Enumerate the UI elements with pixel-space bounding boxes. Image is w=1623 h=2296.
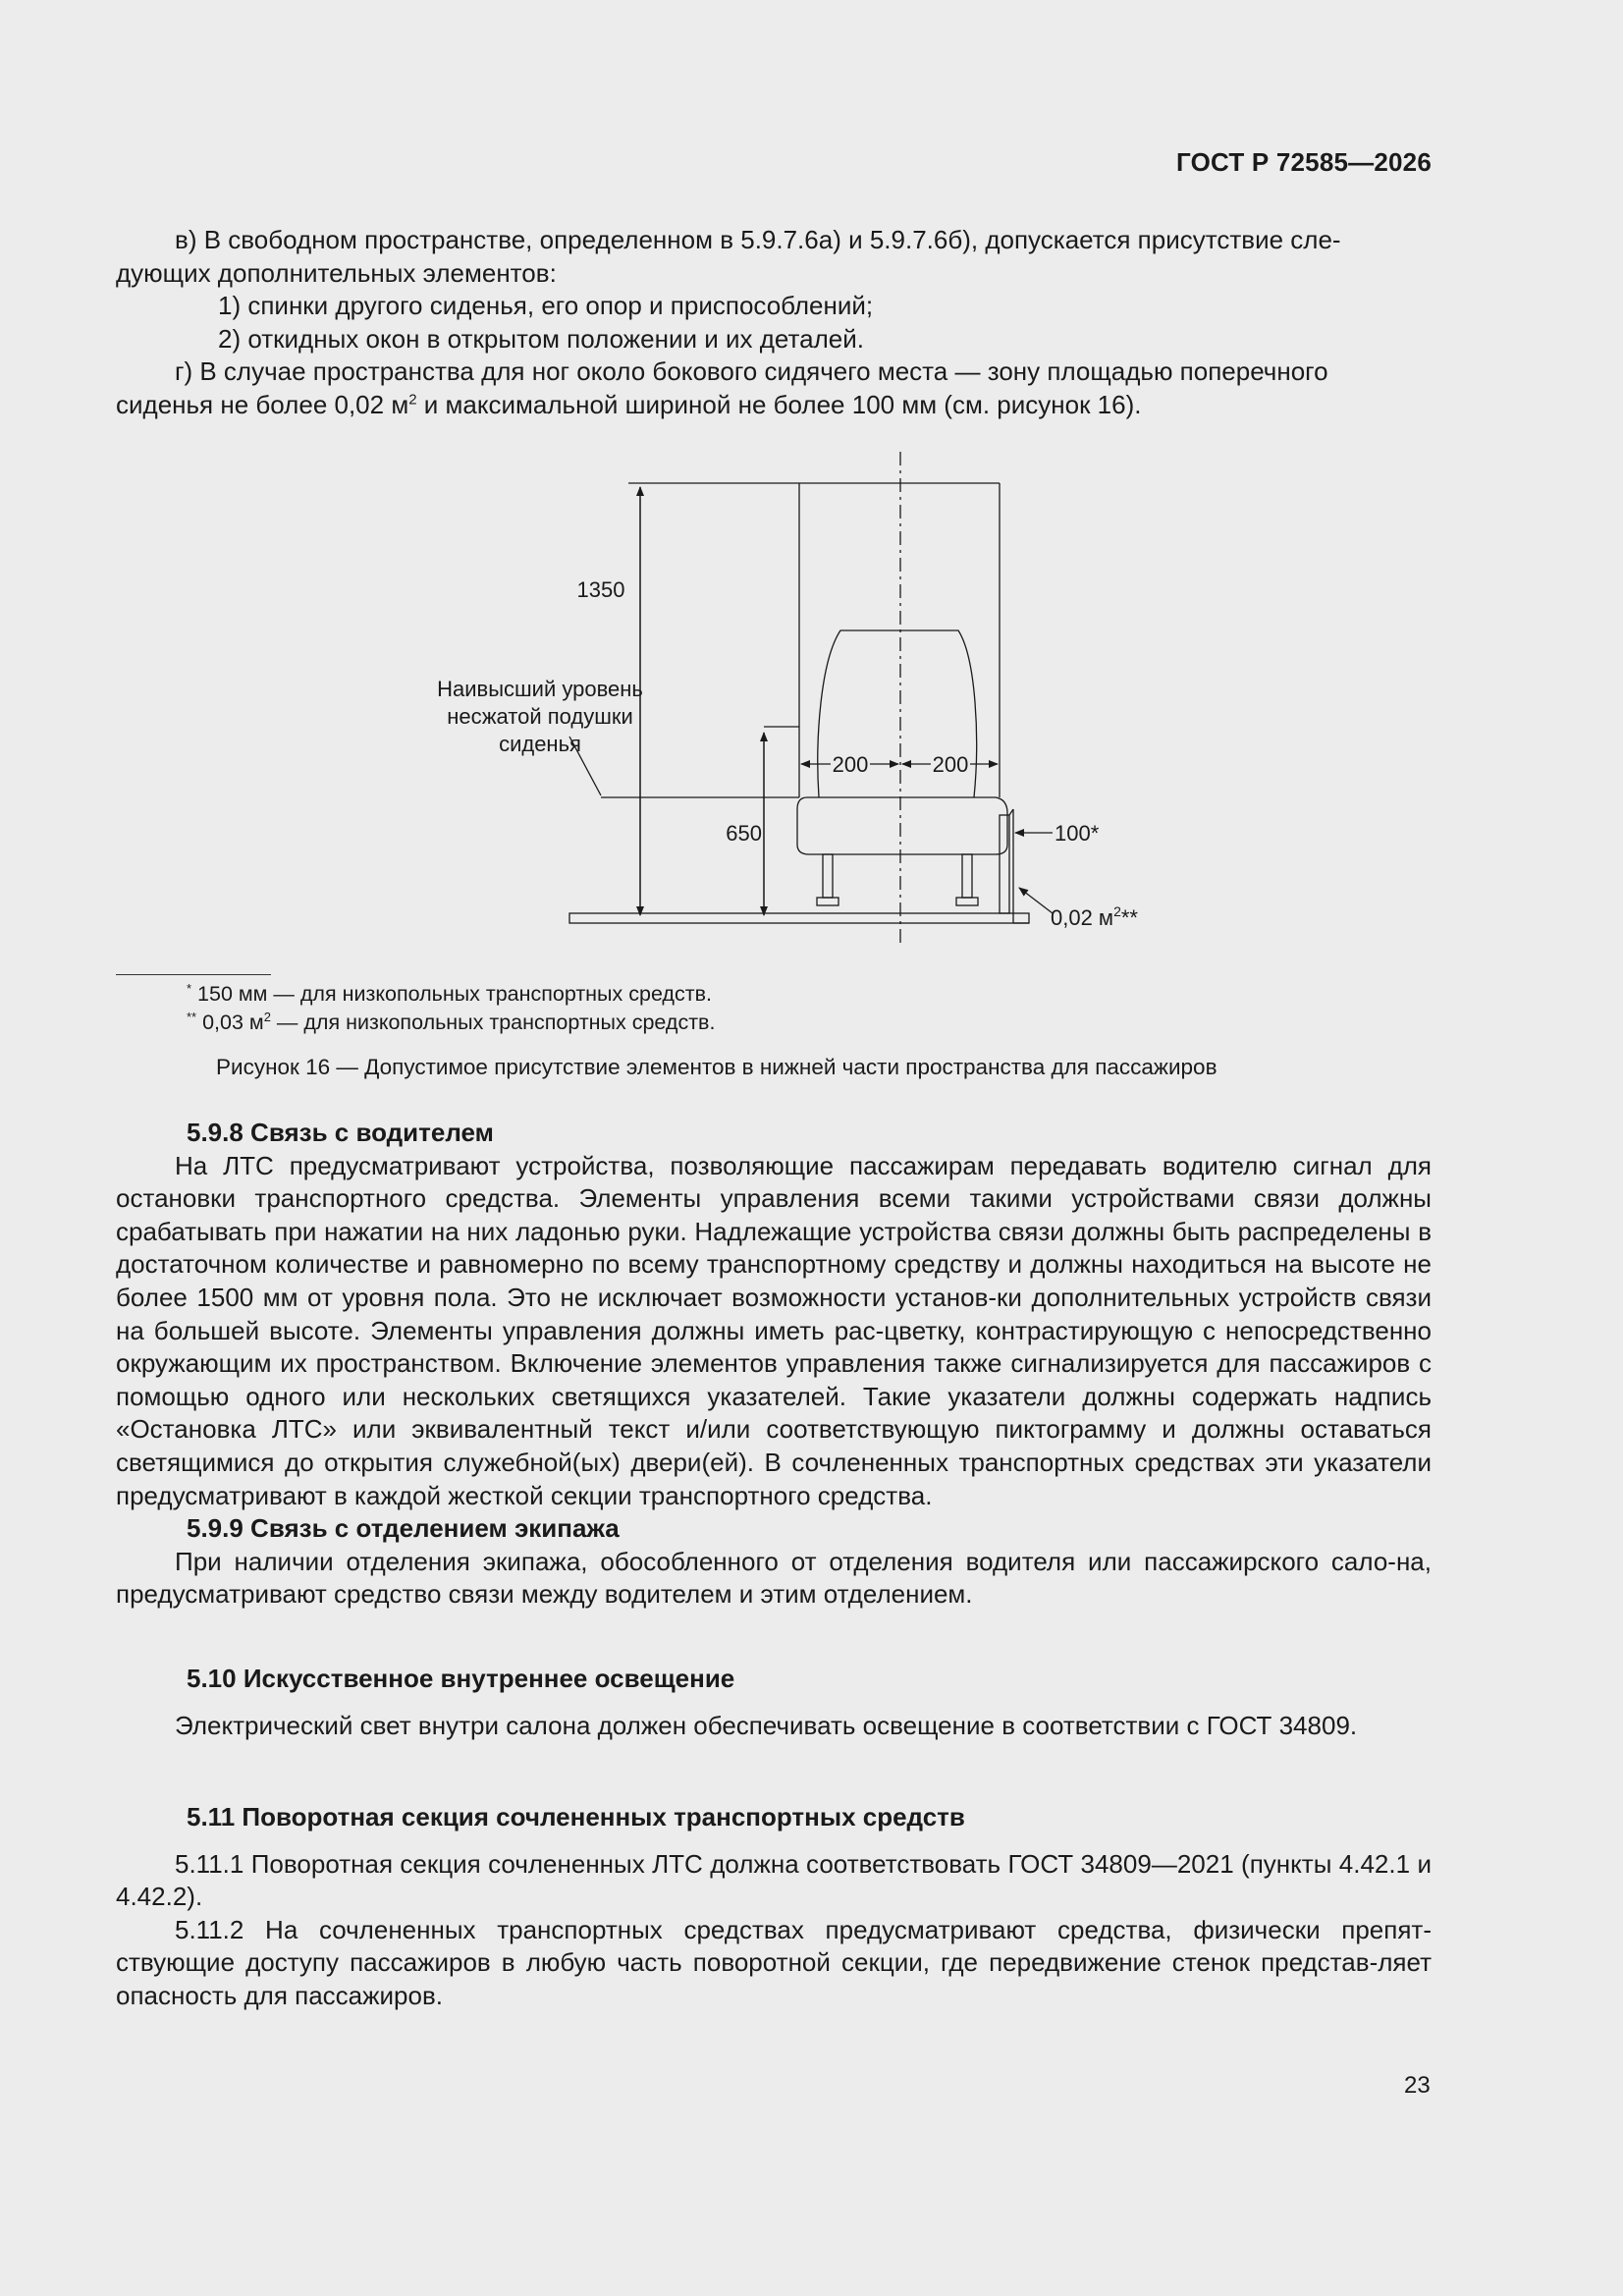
section-5-10-text: Электрический свет внутри салона должен обеспечивать освещение в соответствии с ГОСТ 34809. xyxy=(175,1710,1358,1740)
item-v: в) В свободном пространстве, определенном в 5.9.7.6а) и 5.9.7.6б), допускается присутствие сле- xyxy=(175,225,1341,254)
area-label: 0,02 $м^2**$ xyxy=(1051,903,1138,930)
dim-650-label: 650 xyxy=(726,821,762,846)
section-5-9-8-title: 5.9.8 Связь с водителем xyxy=(187,1118,494,1147)
dim-1350-label: 1350 xyxy=(576,577,625,602)
cushion-label-line1: Наивысший уровень xyxy=(437,677,643,701)
seat-leg-left xyxy=(823,854,833,898)
item-g-cont: сиденья не более 0,02 $м^2$ и максимальной шириной не более 100 мм (см. рисунок 16). xyxy=(116,389,1142,419)
section-5-11-title: 5.11 Поворотная секция сочлененных транспортных средств xyxy=(187,1802,965,1831)
seat-cushion xyxy=(797,797,1007,854)
footnote-1: * 150 мм — для низкопольных транспортных средств. xyxy=(187,980,712,1006)
section-5-11-2-text: 5.11.2 На сочлененных транспортных средствах предусматривают средства, физически препят-ствующие доступу пассажиров в любую часть поворотной секции, где передвижение стенок представ-ляет опасность для пассажиров. xyxy=(116,1914,1432,2010)
item-g: г) В случае пространства для ног около бокового сидячего места — зону площадью поперечного xyxy=(175,356,1328,387)
page-number: 23 xyxy=(1404,2072,1431,2099)
sub-item-1: 1) спинки другого сиденья, его опор и приспособлений; xyxy=(218,291,874,321)
section-5-9-9-title: 5.9.9 Связь с отделением экипажа xyxy=(187,1513,620,1544)
section-5-9-8-text: На ЛТС предусматривают устройства, позволяющие пассажирам передавать водителю сигнал для остановки транспортного средства. Элементы управления всеми такими устройствами связи должны срабатывать при нажатии на них ладонью руки. Надлежащие устройства связи должны быть распределены в достаточном количестве и равномерно по всему транспортному средству и должны находиться на высоте не более 1500 мм от уровня пола. Это не исключает возможности установ-ки дополнительных устройств связи на большей высоте. Элементы управления должны иметь рас-цветку, контрастирующую с непосредственно окружающим их пространством. Включение элементов управления также сигнализируется для пассажиров с помощью одного или нескольких светящихся указателей. Такие указатели должны содержать надпись «Остановка ЛТС» или эквивалентный текст и/или соответствующую пиктограмму и должны оставаться светящимися до открытия служебной(ых) двери(ей). В сочлененных транспортных средствах эти указатели предусматривают в каждой жесткой секции транспортного средства. xyxy=(116,1150,1432,1510)
cushion-label-line2: несжатой подушки xyxy=(447,704,633,729)
section-5-10 xyxy=(116,1663,1432,1742)
figure-caption: Рисунок 16 — Допустимое присутствие элементов в нижней части пространства для пассажиров xyxy=(216,1055,1217,1079)
section-5-9-8 xyxy=(116,1117,1432,1612)
top-section xyxy=(116,224,1432,422)
area-leader-arrow xyxy=(1019,888,1053,913)
item-v-cont: дующих дополнительных элементов: xyxy=(116,257,557,288)
footnote-2: ** 0,03 $м^2$ — для низкопольных транспортных средств. xyxy=(187,1009,716,1034)
dim-100-label: 100* xyxy=(1055,821,1100,846)
section-5-11-1-text: 5.11.1 Поворотная секция сочлененных ЛТС должна соответствовать ГОСТ 34809—2021 (пункты 4.42.1 и 4.42.2). xyxy=(116,1848,1432,1912)
cushion-label-line3: сиденья xyxy=(499,732,581,756)
sub-item-2: 2) откидных окон в открытом положении и их деталей. xyxy=(218,323,864,354)
seat-leg-right xyxy=(962,854,972,898)
section-5-9-9-text: При наличии отделения экипажа, обособленного от отделения водителя или пассажирского сало-на, предусматривают средство связи между водителем и этим отделением. xyxy=(116,1546,1432,1610)
footnotes xyxy=(187,980,715,1037)
seat-diagram xyxy=(437,444,1178,955)
dim-200-left-label: 200 xyxy=(832,752,869,777)
section-5-10-title: 5.10 Искусственное внутреннее освещение xyxy=(187,1664,735,1693)
floor xyxy=(569,913,1029,923)
footnote-rule xyxy=(116,974,271,975)
dim-200-right-label: 200 xyxy=(932,752,969,777)
section-5-11 xyxy=(116,1801,1432,2013)
document-header: ГОСТ Р 72585—2026 xyxy=(1176,147,1432,177)
